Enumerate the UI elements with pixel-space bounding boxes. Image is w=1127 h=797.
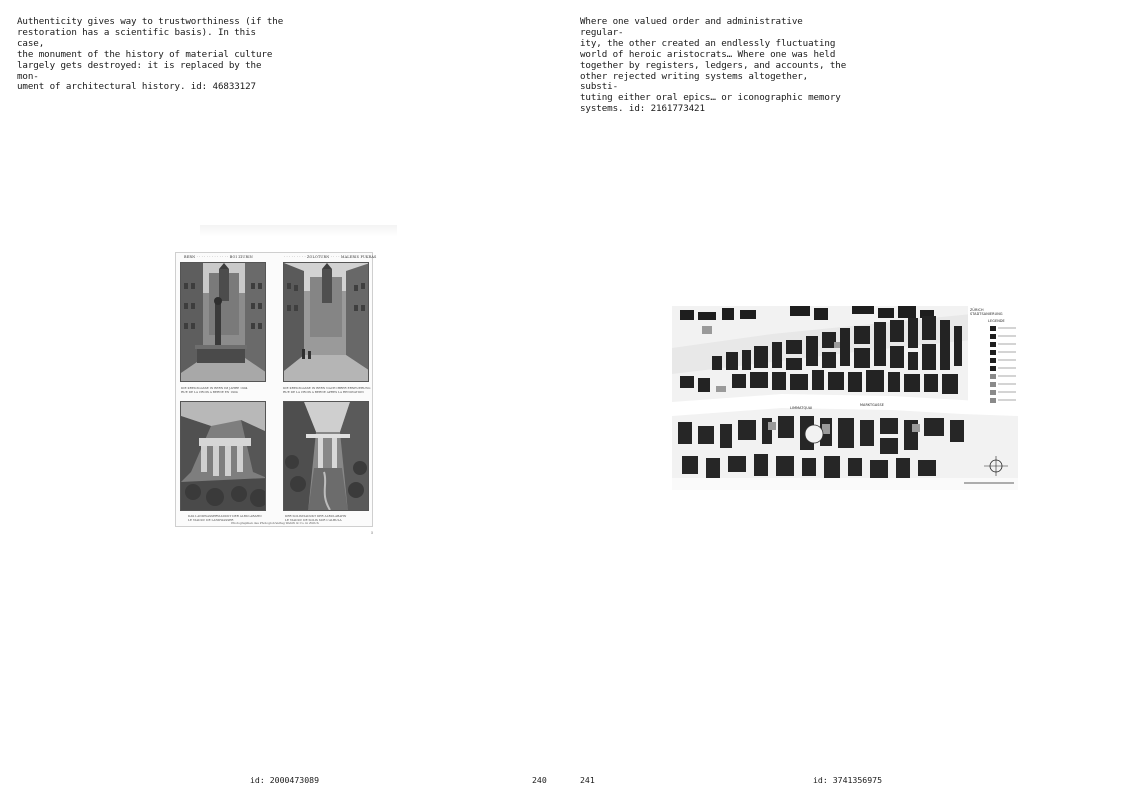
photo-street-fountain: [180, 262, 266, 382]
plate-header-left: BERN · · · · · · · · · · · · · BOI ZIURIN: [184, 255, 253, 259]
photo-street-fountain-image: [181, 263, 266, 382]
photo-street-renovated-image: [284, 263, 369, 382]
right-page: [563, 0, 1126, 797]
plate-caption-1: DIE KREUZGASSE IN BERN IM JAHRE 1904 RUE DE LA CROIX A BERNE EN 1904: [181, 386, 248, 394]
map-legend-title: LEGENDE: [988, 319, 1005, 323]
plate-caption-4: DER SOLISVIADUKT DER ALBULABAHN LE VIADUC DE SOLIS SUR L'ALBULA: [285, 514, 347, 522]
map-street-label-2: MARKTGASSE: [860, 403, 885, 407]
plate-header-right: · · · · · · · · · ZOLOTURN · · · · MALERIS PUKRAS: [284, 255, 377, 259]
city-map-figure: [672, 306, 1018, 490]
plate-credit: Photographien des Photoglob-Verlag Wehrli & Co. in Zürich: [231, 521, 319, 525]
photo-stone-viaduct-image: [181, 402, 266, 511]
plate-caption-3: DAS LANDWASSERVIADUKT DER ALBULABAHN LE VIADUC DE LANDWASSER: [188, 514, 262, 522]
right-footer-id: id: 3741356975: [813, 775, 883, 785]
left-page: [0, 0, 563, 797]
photo-street-renovated: [283, 262, 369, 382]
city-map-image: [672, 306, 1018, 490]
plate-figure: [175, 225, 397, 538]
map-street-label-1: LIMMATQUAI: [790, 406, 813, 410]
plate-page: [175, 252, 377, 527]
photo-stone-viaduct: [180, 401, 266, 511]
right-paragraph: Where one valued order and administrative regular- ity, the other created an endlessly fluctuating world of heroic aristocrats… Where one was held together by registers, ledgers, and accounts, the other rejected writing systems altogether, substi- tuting either oral epics… or iconographic memory systems. id: 2161773421: [580, 16, 847, 115]
plate-shadow: [200, 225, 397, 237]
plate-page-number: 5: [371, 531, 374, 535]
plate-caption-2: DIE KREUZGASSE IN BERN NACH IHRER ERNEUERUNG RUE DE LA CROIX A BERNE APRES LA RENOVATION: [283, 386, 371, 394]
photo-gorge-bridge: [283, 401, 369, 511]
photo-gorge-bridge-image: [284, 402, 369, 511]
left-footer-id: id: 2000473089: [250, 775, 320, 785]
left-paragraph: Authenticity gives way to trustworthiness (if the restoration has a scientific basis). In this case, the monument of the history of material culture largely gets destroyed: it is replaced by the mon- ument of architectural history. id: 46833127: [17, 16, 284, 93]
right-page-number: 241: [580, 775, 595, 785]
left-page-number: 240: [532, 775, 547, 785]
map-title: ZÜRICH STADTSANIERUNG: [970, 308, 1003, 316]
